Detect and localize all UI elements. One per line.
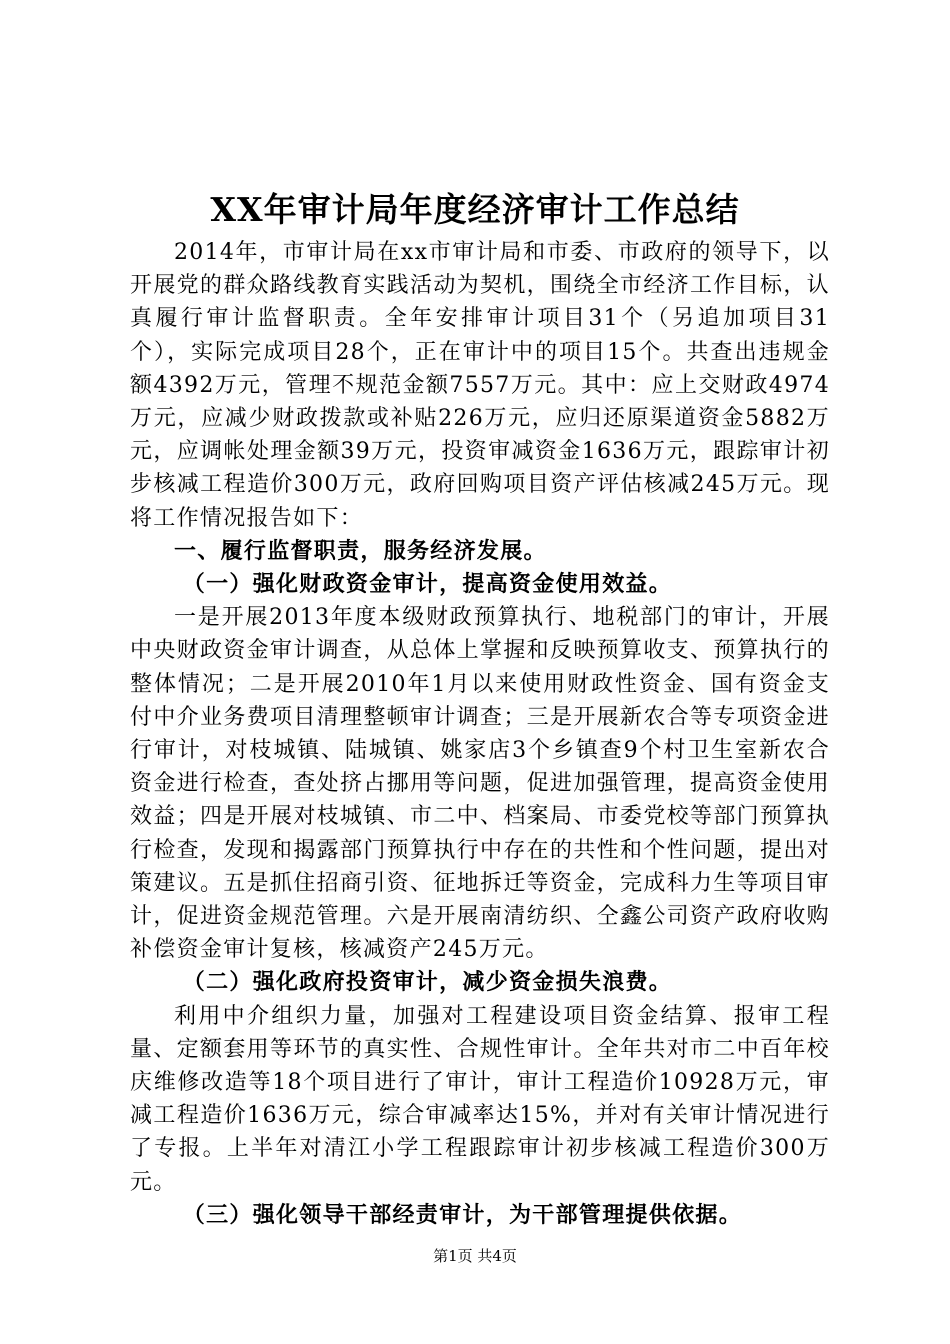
subsection-heading-1: （一）强化财政资金审计，提高资金使用效益。 [182,571,673,598]
body-paragraph: 利用中介组织力量，加强对工程建设项目资金结算、报审工程量、定额套用等环节的真实性、合规性审计。全年共对市二中百年校庆维修改造等18个项目进行了审计，审计工程造价10928万元，审减工程造价1636万元，综合审减率达15%，并对有关审计情况进行了专报。上半年对清江小学工程跟踪审计初步核减工程造价300万元。 [130,1003,830,1195]
page-footer: 第1页 共4页 [433,1247,517,1265]
section-heading-1: 一、履行监督职责，服务经济发展。 [174,537,547,564]
body-paragraph: 一是开展2013年度本级财政预算执行、地税部门的审计，开展中央财政资金审计调查，从总体上掌握和反映预算收支、预算执行的整体情况；二是开展2010年1月以来使用财政性资金、国有资金支付中介业务费项目清理整顿审计调查；三是开展新农合等专项资金进行审计，对枝城镇、陆城镇、姚家店3个乡镇查9个村卫生室新农合资金进行检查，查处挤占挪用等问题，促进加强管理，提高资金使用效益；四是开展对枝城镇、市二中、档案局、市委党校等部门预算执行检查，发现和揭露部门预算执行中存在的共性和个性问题，提出对策建议。五是抓住招商引资、征地拆迁等资金，完成科力生等项目审计，促进资金规范管理。六是开展南清纺织、仝鑫公司资产政府收购补偿资金审计复核，核减资产245万元。 [130,605,830,963]
document-body [130,236,830,1232]
document-title: XX年审计局年度经济审计工作总结 [210,190,740,229]
subsection-heading-3: （三）强化领导干部经责审计，为干部管理提供依据。 [182,1201,742,1228]
subsection-heading-2: （二）强化政府投资审计，减少资金损失浪费。 [182,969,673,996]
intro-paragraph: 2014年，市审计局在xx市审计局和市委、市政府的领导下，以开展党的群众路线教育实践活动为契机，围绕全市经济工作目标，认真履行审计监督职责。全年安排审计项目31个（另追加项目31个），实际完成项目28个，正在审计中的项目15个。共查出违规金额4392万元，管理不规范金额7557万元。其中：应上交财政4974万元，应减少财政拨款或补贴226万元，应归还原渠道资金5882万元，应调帐处理金额39万元，投资审减资金1636万元，跟踪审计初步核减工程造价300万元，政府回购项目资产评估核减245万元。现将工作情况报告如下： [130,240,830,531]
